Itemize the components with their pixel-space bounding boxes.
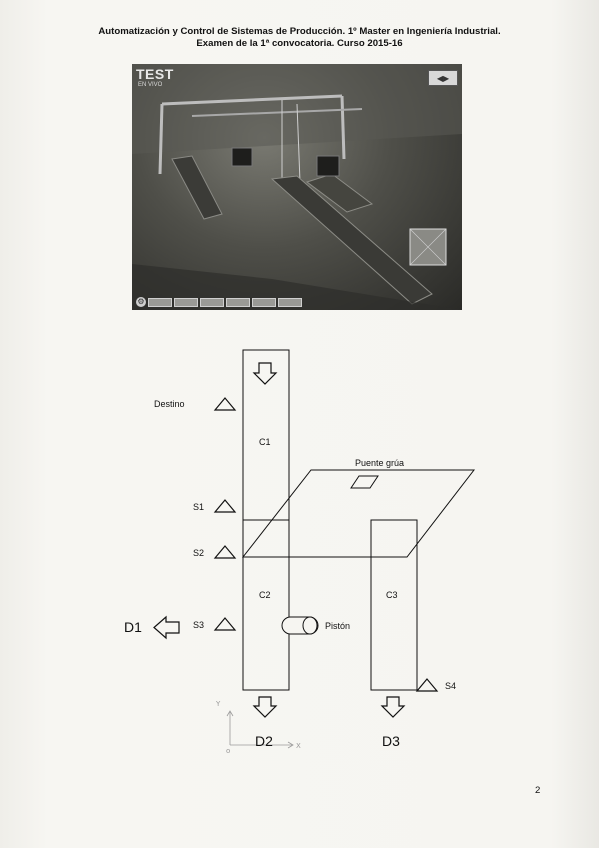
conveyor-c1 [243,350,289,520]
output-d1-label: D1 [124,619,142,635]
simulator-title: TEST [136,66,174,82]
crane-label: Puente grúa [355,458,405,468]
conveyor-c3-label: C3 [386,590,398,600]
play-pause-icon[interactable]: ◀▶ [428,70,458,86]
header-line-2: Examen de la 1ª convocatoria. Curso 2015-16 [196,38,403,49]
output-d3-label: D3 [382,733,400,749]
piston-label: Pistón [325,621,351,631]
output-arrow-d3-icon [382,697,404,717]
sensor-s3-icon [215,618,235,630]
destino-triangle-icon [215,398,235,410]
conveyor-c3 [371,520,417,690]
crane-area [243,470,474,557]
sensor-s4-label: S4 [445,681,457,691]
output-arrow-d1-icon [154,617,179,638]
input-arrow-icon [254,363,276,384]
output-d2-label: D2 [255,733,273,749]
sensor-s2-icon [215,546,235,558]
simulator-subtitle: EN VIVO [138,82,163,88]
sensor-s1-icon [215,500,235,512]
sensor-s1-label: S1 [193,502,205,512]
conveyor-c2 [243,520,289,690]
axis-y-label: Y [216,700,221,708]
axis-origin-label: o [226,747,231,755]
output-arrow-d2-icon [254,697,276,717]
sensor-s4-icon [417,679,437,691]
gear-icon[interactable]: ⚙ [137,297,145,306]
piston-head [303,617,317,634]
crane-trolley [351,476,378,488]
header-line-1: Automatización y Control de Sistemas de Producción. 1º Master en Ingeniería Industrial. [98,26,501,37]
page-number: 2 [535,785,541,796]
destino-label: Destino [154,399,185,409]
axis-x-label: X [296,742,301,750]
sensor-s2-label: S2 [193,548,205,558]
sensor-s3-label: S3 [193,620,205,630]
conveyor-c2-label: C2 [259,590,271,600]
conveyor-c1-label: C1 [259,437,271,447]
